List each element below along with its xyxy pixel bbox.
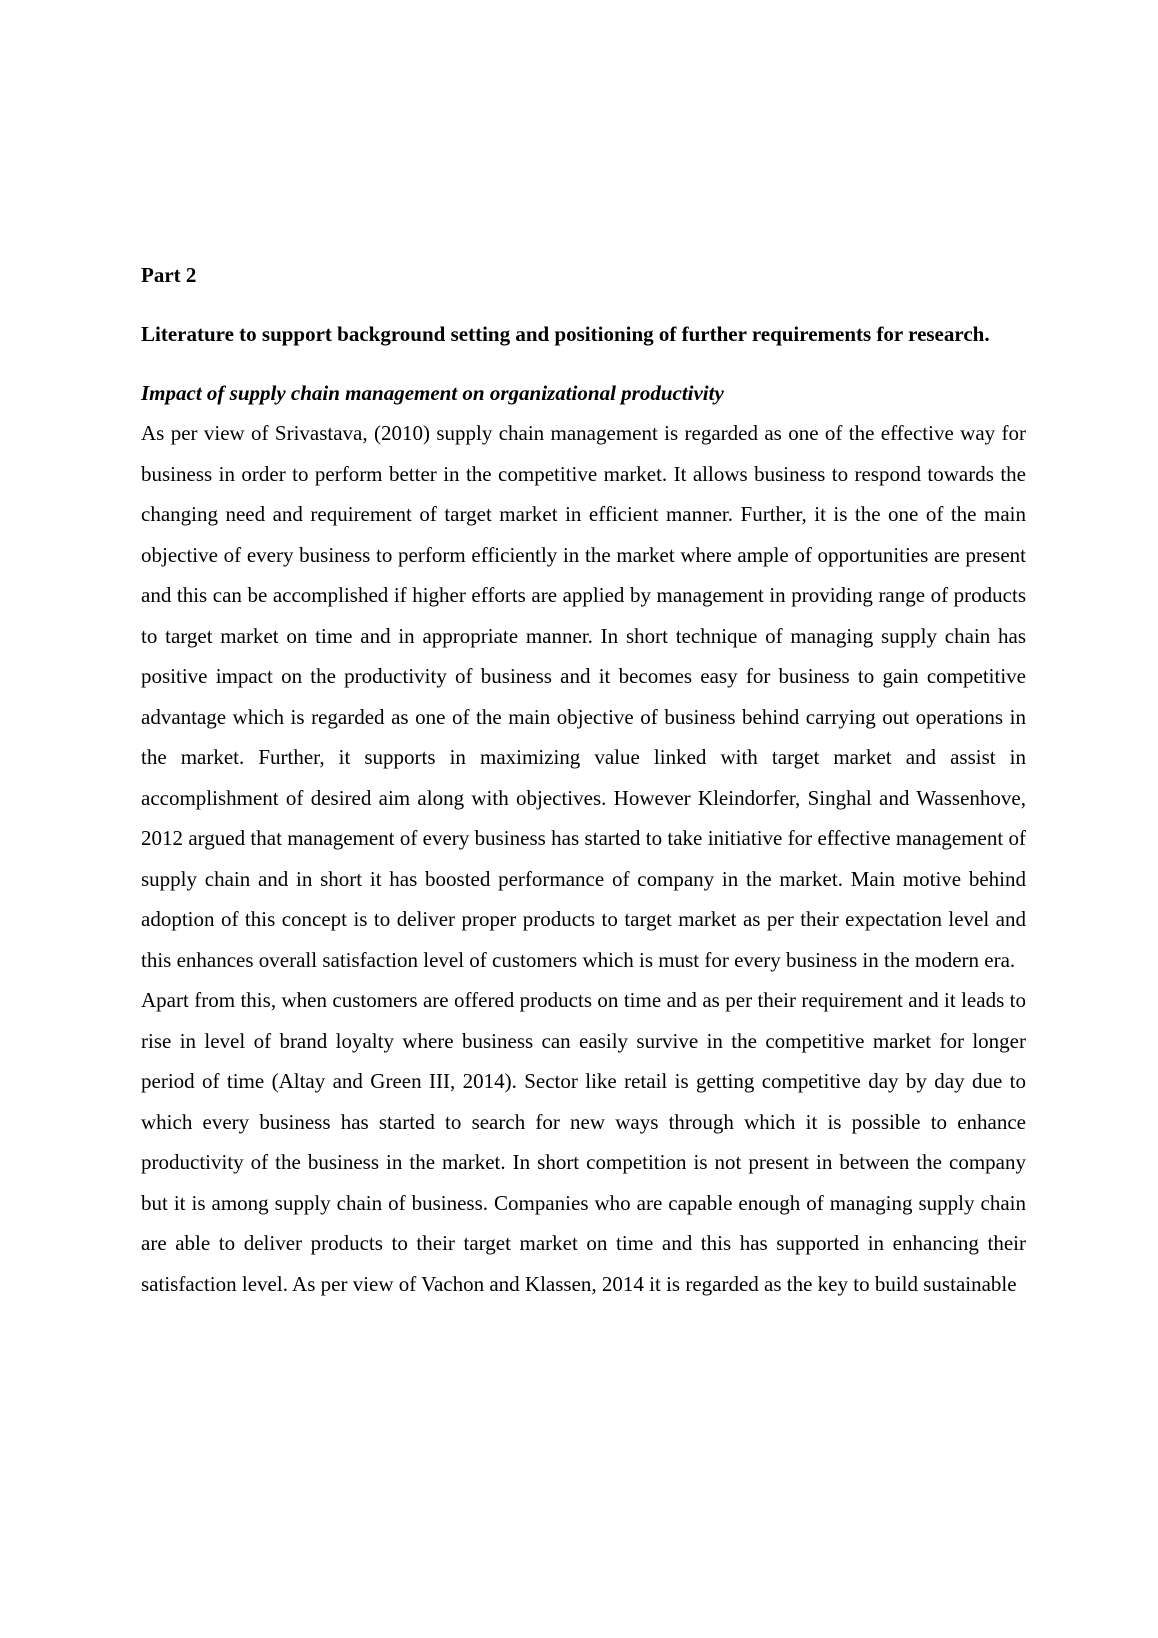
section-heading: Literature to support background setting and positioning of further requirements for research. [141,322,990,346]
body-paragraph-1: As per view of Srivastava, (2010) supply chain management is regarded as one of the effective way for business in order to perform better in the competitive market. It allows business to respond towards the changing need and requirement of target market in efficient manner. Further, it is the one of the main objective of every business to perform efficiently in the market where ample of opportunities are present and this can be accomplished if higher efforts are applied by management in providing range of products to target market on time and in appropriate manner. In short technique of managing supply chain has positive impact on the productivity of business and it becomes easy for business to gain competitive advantage which is regarded as one of the main objective of business behind carrying out operations in the market. Further, it supports in maximizing value linked with target market and assist in accomplishment of desired aim along with objectives. However Kleindorfer, Singhal and Wassenhove, 2012 argued that management of every business has started to take initiative for effective management of supply chain and in short it has boosted performance of company in the market. Main motive behind adoption of this concept is to deliver proper products to target market as per their expectation level and this enhances overall satisfaction level of customers which is must for every business in the modern era. [141,421,1026,972]
page-content [141,255,1026,1304]
part-heading: Part 2 [141,263,197,287]
subheading: Impact of supply chain management on organizational productivity [141,380,724,405]
body-paragraph-2: Apart from this, when customers are offered products on time and as per their requirement and it leads to rise in level of brand loyalty where business can easily survive in the competitive market for longer period of time (Altay and Green III, 2014). Sector like retail is getting competitive day by day due to which every business has started to search for new ways through which it is possible to enhance productivity of the business in the market. In short competition is not present in between the company but it is among supply chain of business. Companies who are capable enough of managing supply chain are able to deliver products to their target market on time and this has supported in enhancing their satisfaction level. As per view of Vachon and Klassen, 2014 it is regarded as the key to build sustainable [141,988,1026,1296]
